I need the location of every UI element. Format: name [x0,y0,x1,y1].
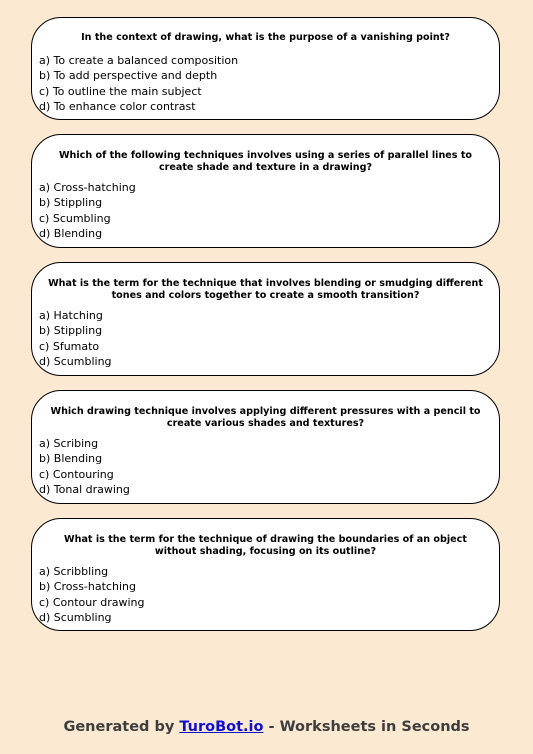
option-c: c) Contour drawing [39,595,145,609]
question-text: Which of the following techniques involves using a series of parallel lines to create shade and texture in a drawing? [58,150,473,173]
option-b: b) Blending [39,452,103,466]
option-d: d) Scumbling [39,354,112,368]
option-b: b) To add perspective and depth [39,69,218,83]
question-card-5 [31,518,500,631]
footer-suffix: - Worksheets in Seconds [263,719,470,735]
question-card-4 [31,390,500,504]
option-c: c) Contouring [39,467,114,481]
option-b: b) Cross-hatching [39,580,136,594]
option-c: c) Scumbling [39,211,111,225]
footer-prefix: Generated by [63,719,180,735]
question-text: What is the term for the technique of drawing the boundaries of an object without shading, focusing on its outline? [64,534,467,557]
options-list [39,308,112,369]
options-list [39,564,145,625]
question-card-2 [31,134,500,248]
question-text: Which drawing technique involves applying different pressures with a pencil to create various shades and textures? [50,406,481,429]
option-d: d) Tonal drawing [39,482,130,496]
question-card-3 [31,262,500,376]
option-a: a) Hatching [39,309,103,322]
option-d: d) To enhance color contrast [39,99,196,113]
option-c: c) To outline the main subject [39,84,202,98]
question-text: What is the term for the technique that involves blending or smudging different tones and colors together to create a smooth transition? [48,278,483,301]
question-text: In the context of drawing, what is the purpose of a vanishing point? [81,32,450,43]
turobot-link[interactable]: TuroBot.io [179,719,264,735]
option-d: d) Scumbling [39,610,112,624]
question-card-1 [31,17,500,120]
option-a: a) Scribbling [39,565,109,578]
option-c: c) Sfumato [39,339,100,353]
option-d: d) Blending [39,226,103,240]
options-list [39,436,130,497]
footer [0,719,533,735]
options-list [39,180,136,241]
option-b: b) Stippling [39,196,103,210]
options-list [39,53,238,114]
option-a: a) Scribing [39,437,99,450]
option-a: a) Cross-hatching [39,181,136,194]
option-a: a) To create a balanced composition [39,54,239,67]
option-b: b) Stippling [39,324,103,338]
